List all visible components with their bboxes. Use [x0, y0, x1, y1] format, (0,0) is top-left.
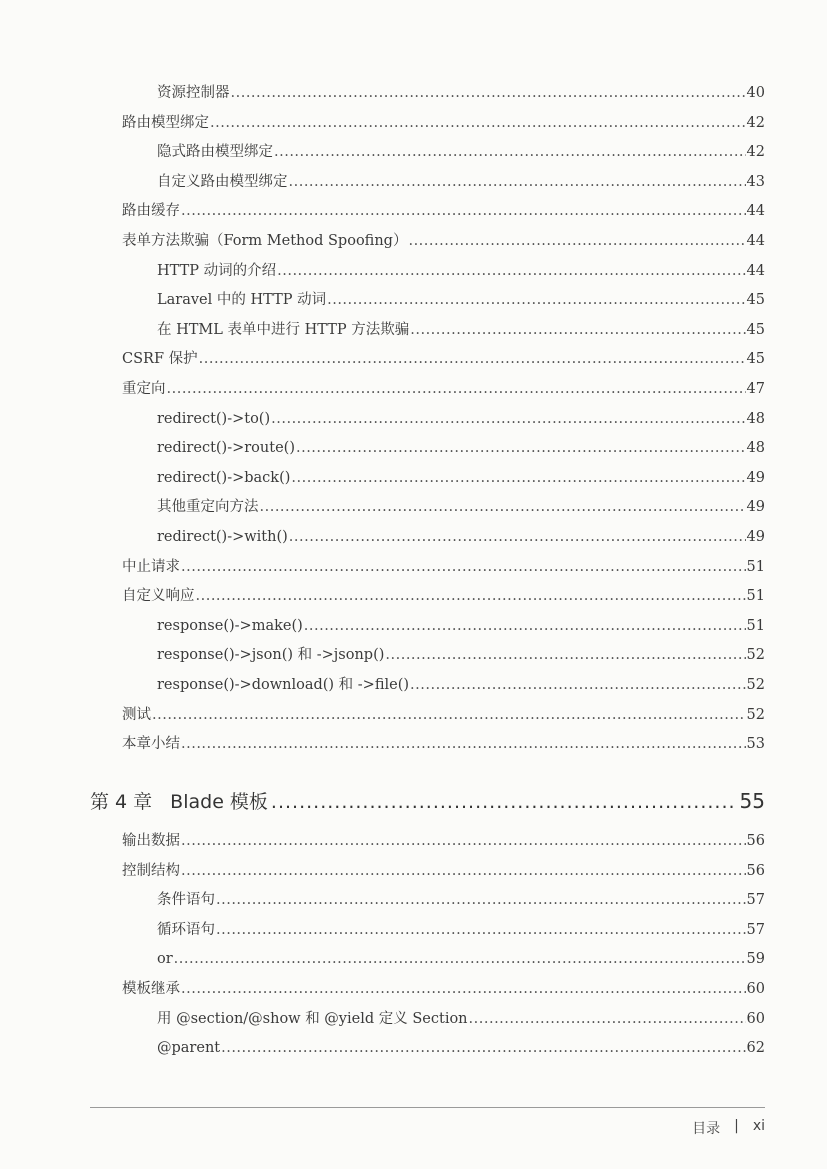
toc-entry	[157, 261, 765, 281]
toc-entry-page: 49	[746, 529, 765, 545]
toc-entry-page: 62	[746, 1040, 765, 1057]
toc-entry-page: 52	[746, 677, 765, 693]
toc-entry	[157, 890, 765, 910]
toc-entry	[157, 409, 765, 429]
toc-entry-page: 43	[746, 173, 765, 190]
toc-entry-page: 60	[746, 1010, 765, 1027]
toc-entry	[157, 320, 765, 340]
dot-leader	[385, 645, 745, 665]
toc-entry-page: 42	[746, 144, 765, 161]
toc-entry-page: 45	[746, 351, 765, 368]
toc-entry-page: 40	[746, 85, 765, 101]
toc-entry	[122, 705, 765, 725]
toc-entry-title: 资源控制器	[157, 85, 230, 101]
toc-entry	[157, 949, 765, 969]
toc-entry	[157, 616, 765, 636]
toc-entry-title: 自定义响应	[122, 588, 195, 605]
toc-entry-title: 路由模型绑定	[122, 114, 209, 131]
toc-entry	[122, 831, 765, 851]
toc-entry-title: redirect()->with()	[157, 529, 288, 545]
toc-entry-page: 44	[746, 262, 765, 279]
chapter-title: Blade 模板	[170, 791, 268, 813]
dot-leader	[296, 438, 746, 458]
dot-leader	[277, 261, 745, 281]
toc-entry-title: HTTP 动词的介绍	[157, 262, 277, 279]
toc-entry-title: CSRF 保护	[122, 351, 198, 368]
dot-leader	[271, 787, 737, 817]
toc-entry	[157, 1038, 765, 1058]
toc-entry	[157, 290, 765, 310]
dot-leader	[181, 201, 746, 221]
dot-leader	[181, 557, 746, 577]
toc-entry-title: response()->make()	[157, 617, 303, 634]
page-footer	[692, 1118, 765, 1138]
dot-leader	[199, 349, 746, 369]
toc-entry-page: 57	[746, 892, 765, 909]
toc-entry-title: 自定义路由模型绑定	[157, 173, 288, 190]
toc-entry-title: 重定向	[122, 381, 166, 397]
dot-leader	[231, 83, 746, 103]
toc-entry-title: 循环语句	[157, 921, 215, 938]
toc-entry	[157, 675, 765, 695]
toc-entry-page: 49	[746, 469, 765, 486]
dot-leader	[410, 675, 746, 695]
toc-entry-title: 条件语句	[157, 892, 215, 909]
toc-entry	[157, 142, 765, 162]
footer-page-number: xi	[752, 1118, 765, 1134]
chapter-page: 55	[739, 789, 765, 813]
toc-entry	[122, 231, 765, 251]
toc-entry-title: 控制结构	[122, 862, 180, 879]
dot-leader	[289, 527, 746, 547]
dot-leader	[167, 379, 746, 399]
toc-entry-page: 60	[746, 981, 765, 997]
dot-leader	[181, 734, 746, 754]
toc-entry	[122, 379, 765, 399]
toc-entry	[157, 920, 765, 940]
toc-entry-page: 51	[746, 588, 765, 605]
toc-entry-title: @parent	[157, 1040, 221, 1057]
toc-entry-page: 53	[746, 736, 765, 753]
dot-leader	[181, 831, 746, 851]
toc-entry-page: 56	[746, 833, 765, 849]
chapter-heading	[90, 786, 765, 816]
toc-entry	[122, 201, 765, 221]
toc-entry-title: response()->download() 和 ->file()	[157, 677, 410, 693]
footer-separator: |	[734, 1118, 739, 1134]
toc-entry-title: 用 @section/@show 和 @yield 定义 Section	[157, 1010, 468, 1027]
toc-entry-page: 44	[746, 233, 765, 249]
toc-entry-title: 隐式路由模型绑定	[157, 144, 273, 161]
toc-entry	[157, 497, 765, 517]
toc-entry-page: 56	[746, 862, 765, 879]
toc-entry-page: 52	[746, 647, 765, 664]
toc-entry-title: redirect()->to()	[157, 410, 271, 427]
dot-leader	[304, 616, 746, 636]
toc-entry	[122, 861, 765, 881]
dot-leader	[289, 172, 746, 192]
dot-leader	[152, 705, 746, 725]
toc-entry-page: 45	[746, 321, 765, 338]
dot-leader	[216, 920, 746, 940]
toc-entry-title: redirect()->back()	[157, 469, 291, 486]
dot-leader	[221, 1038, 745, 1058]
toc-entry-title: 中止请求	[122, 558, 180, 575]
toc-entry-title: 测试	[122, 706, 151, 723]
toc-entry-title: 其他重定向方法	[157, 499, 259, 516]
toc-entry	[122, 979, 765, 999]
toc-entry	[122, 113, 765, 133]
toc-entry-title: response()->json() 和 ->jsonp()	[157, 647, 385, 664]
dot-leader	[271, 409, 745, 429]
dot-leader	[181, 979, 746, 999]
toc-entry-title: redirect()->route()	[157, 440, 295, 457]
toc-entry	[157, 438, 765, 458]
toc-entry	[157, 468, 765, 488]
toc-entry-page: 48	[746, 440, 765, 457]
toc-entry	[157, 83, 765, 103]
toc-entry-page: 51	[746, 558, 765, 575]
toc-entry-page: 59	[746, 951, 765, 968]
toc-entry	[157, 527, 765, 547]
footer-divider	[90, 1107, 765, 1108]
toc-entry	[122, 349, 765, 369]
dot-leader	[469, 1009, 746, 1029]
dot-leader	[210, 113, 746, 133]
toc-entry-page: 51	[746, 617, 765, 634]
dot-leader	[174, 949, 746, 969]
toc-entry-page: 44	[746, 203, 765, 220]
dot-leader	[408, 231, 745, 251]
toc-entry-title: 模板继承	[122, 981, 180, 997]
toc-entry-page: 48	[746, 410, 765, 427]
dot-leader	[327, 290, 745, 310]
dot-leader	[274, 142, 746, 162]
dot-leader	[291, 468, 745, 488]
dot-leader	[410, 320, 745, 340]
toc-entry-title: 在 HTML 表单中进行 HTTP 方法欺骗	[157, 321, 410, 338]
footer-section: 目录	[692, 1121, 721, 1137]
dot-leader	[196, 586, 746, 606]
toc-entry-page: 57	[746, 921, 765, 938]
toc-entry-page: 42	[746, 114, 765, 131]
toc-entry	[157, 645, 765, 665]
toc-entry-page: 49	[746, 499, 765, 516]
toc-entry	[157, 1009, 765, 1029]
toc-entry-page: 45	[746, 292, 765, 309]
toc-entry	[157, 172, 765, 192]
toc-entry-title: 表单方法欺骗（Form Method Spoofing）	[122, 233, 408, 249]
toc-entry	[122, 557, 765, 577]
chapter-number: 第 4 章	[90, 791, 153, 813]
toc-entry	[122, 734, 765, 754]
toc-entry-title: 本章小结	[122, 736, 180, 753]
toc-entry-title: Laravel 中的 HTTP 动词	[157, 292, 327, 309]
toc-entry-title: 输出数据	[122, 833, 180, 849]
toc-entry-page: 47	[746, 381, 765, 397]
toc-entry-page: 52	[746, 706, 765, 723]
toc-entry-title: or	[157, 951, 173, 968]
dot-leader	[216, 890, 746, 910]
toc-entry	[122, 586, 765, 606]
toc-entry-title: 路由缓存	[122, 203, 180, 220]
dot-leader	[181, 861, 746, 881]
dot-leader	[260, 497, 746, 517]
